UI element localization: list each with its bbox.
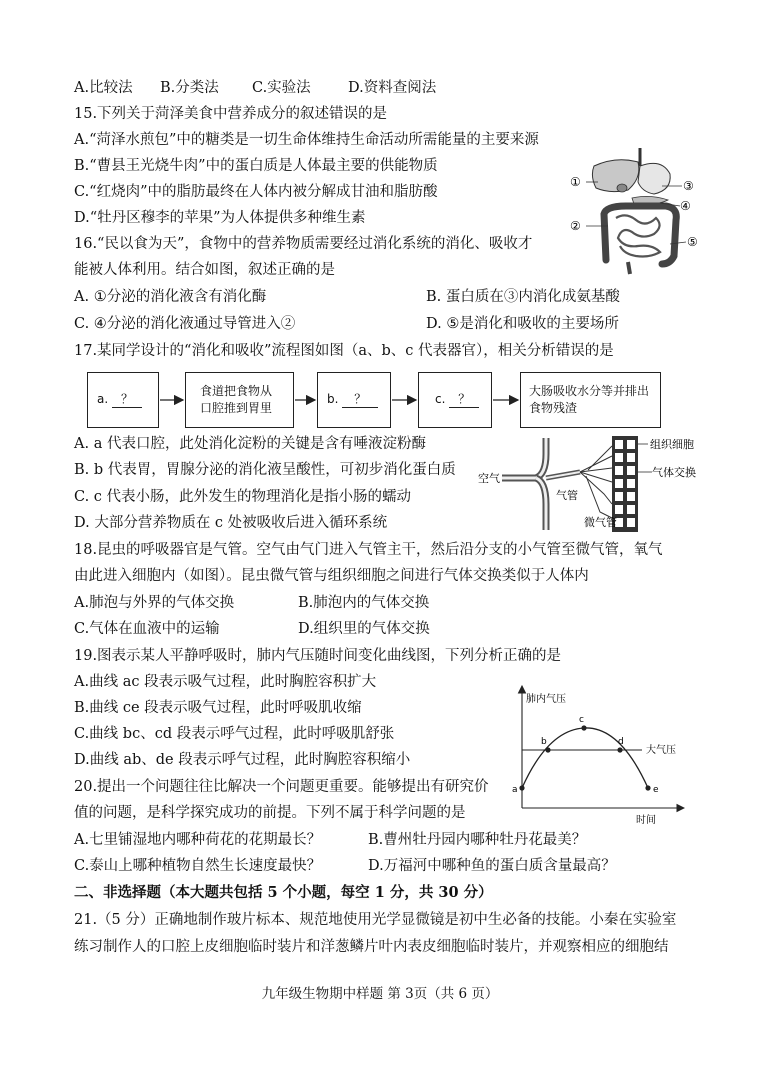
q19-option-c: C.曲线 bc、cd 段表示呼气过程，此时呼吸肌舒张 [74, 726, 395, 742]
q20-option-b: B.曹州牡丹园内哪种牡丹花最美？ [368, 832, 587, 848]
flow-esophagus-line2: 口腔推到胃里 [200, 401, 273, 415]
q19-option-d: D.曲线 ab、de 段表示呼气过程，此时胸腔容积缩小 [74, 752, 411, 768]
flow-large-intestine-line1: 大肠吸收水分等并排出 [529, 384, 650, 398]
label-trachea: 气管 [556, 489, 578, 502]
label-2: ② [570, 219, 581, 233]
insect-trachea-figure [476, 434, 726, 534]
q17-option-a: A. a 代表口腔，此处消化淀粉的关键是含有唾液淀粉酶 [74, 436, 426, 452]
flow-a-blank: ？ [112, 390, 142, 408]
flow-b-blank: ？ [342, 390, 378, 408]
graph-label-c: c [579, 715, 584, 725]
graph-xlabel: 时间 [636, 815, 656, 826]
flow-arrows [0, 0, 760, 440]
label-tracheole: 微气管 [584, 516, 617, 529]
q18-option-d: D.组织里的气体交换 [298, 621, 430, 637]
flow-c-blank: ？ [449, 390, 479, 408]
q17-option-d: D. 大部分营养物质在 c 处被吸收后进入循环系统 [74, 515, 388, 531]
q18-stem-line2: 由此进入细胞内（如图）。昆虫微气管与组织细胞之间进行气体交换类似于人体内 [74, 568, 589, 584]
q16-stem-line1: 16.“民以食为天”，食物中的营养物质需要经过消化系统的消化、吸收才 [74, 236, 533, 252]
flow-a-label: a. [97, 392, 109, 406]
q21-line1: 21.（5 分）正确地制作玻片标本、规范地使用光学显微镜是初中生必备的技能。小秦在实验室 [74, 912, 677, 928]
q15-option-d: D.“牡丹区穆李的苹果”为人体提供多种维生素 [74, 210, 366, 226]
q14-option-c: C.实验法 [252, 80, 311, 96]
flow-b-label: b. [327, 392, 339, 406]
q18-option-b: B.肺泡内的气体交换 [298, 595, 430, 611]
graph-label-e: e [653, 785, 659, 795]
q17-option-c: C. c 代表小肠，此外发生的物理消化是指小肠的蠕动 [74, 489, 412, 505]
q20-option-c: C.泰山上哪种植物自然生长速度最快？ [74, 858, 322, 874]
point-d [617, 747, 622, 752]
flow-large-intestine-line2: 食物残渣 [529, 401, 578, 415]
graph-label-b: b [541, 737, 547, 747]
q15-option-c: C.“红烧肉”中的脂肪最终在人体内被分解成甘油和脂肪酸 [74, 184, 438, 200]
q15-stem: 15.下列关于菏泽美食中营养成分的叙述错误的是 [74, 106, 388, 122]
q18-option-c: C.气体在血液中的运输 [74, 621, 220, 637]
q20-stem-line1: 20.提出一个问题往往比解决一个问题更重要。能够提出有研究价 [74, 779, 489, 795]
tracheoles [580, 446, 612, 518]
graph-baseline-label: 大气压 [646, 745, 676, 756]
q16-option-b: B. 蛋白质在③内消化成氨基酸 [426, 289, 620, 305]
label-3: ③ [683, 179, 694, 193]
label-gas-exchange: 气体交换 [652, 466, 696, 479]
label-1: ① [570, 175, 581, 189]
point-b [545, 747, 550, 752]
q20-stem-line2: 值的问题，是科学探究成功的前提。下列不属于科学问题的是 [74, 805, 466, 821]
q16-option-d: D. ⑤是消化和吸收的主要场所 [426, 316, 619, 332]
q19-stem: 19.图表示某人平静呼吸时，肺内气压随时间变化曲线图，下列分析正确的是 [74, 648, 562, 664]
label-tissue-cells: 组织细胞 [650, 438, 694, 451]
section-2-heading: 二、非选择题（本大题共包括 5 个小题，每空 1 分，共 30 分） [74, 884, 493, 901]
q18-option-a: A.肺泡与外界的气体交换 [74, 595, 235, 611]
q14-option-a: A.比较法 [74, 80, 133, 96]
q21-line2: 练习制作人的口腔上皮细胞临时装片和洋葱鳞片叶内表皮细胞临时装片，并观察相应的细胞结 [74, 939, 669, 955]
q16-option-c: C. ④分泌的消化液通过导管进入② [74, 316, 296, 332]
graph-label-a: a [512, 785, 518, 795]
flow-c-label: c. [435, 392, 446, 406]
flow-esophagus-line1: 食道把食物从 [200, 384, 273, 398]
lung-pressure-graph [508, 680, 698, 826]
q14-option-b: B.分类法 [160, 80, 219, 96]
q15-option-b: B.“曹县王光烧牛肉”中的蛋白质是人体最主要的供能物质 [74, 158, 438, 174]
point-a [519, 785, 524, 790]
q20-option-d: D.万福河中哪种鱼的蛋白质含量最高？ [368, 858, 616, 874]
q14-option-d: D.资料查阅法 [348, 80, 437, 96]
page-footer: 九年级生物期中样题 第 3页（共 6 页） [261, 986, 499, 1002]
q18-stem-line1: 18.昆虫的呼吸器官是气管。空气由气门进入气管主干，然后沿分支的小气管至微气管，氧气 [74, 542, 663, 558]
q15-option-a: A.“菏泽水煎包”中的糖类是一切生命体维持生命活动所需能量的主要来源 [74, 132, 539, 148]
graph-ylabel: 肺内气压 [526, 694, 566, 705]
graph-label-d: d [618, 737, 624, 747]
q20-option-a: A.七里铺湿地内哪种荷花的花期最长？ [74, 832, 322, 848]
point-c [581, 725, 586, 730]
q17-stem: 17.某同学设计的“消化和吸收”流程图如图（a、b、c 代表器官），相关分析错误的是 [74, 343, 614, 359]
label-4: ④ [680, 199, 691, 213]
point-e [645, 785, 650, 790]
q17-option-b: B. b 代表胃，胃腺分泌的消化液呈酸性，可初步消化蛋白质 [74, 462, 456, 478]
q19-option-a: A.曲线 ac 段表示吸气过程，此时胸腔容积扩大 [74, 674, 377, 690]
label-5: ⑤ [687, 235, 698, 249]
label-air: 空气 [478, 472, 500, 485]
q19-option-b: B.曲线 ce 段表示吸气过程，此时呼吸肌收缩 [74, 700, 362, 716]
q16-stem-line2: 能被人体利用。结合如图，叙述正确的是 [74, 262, 335, 278]
q16-option-a: A. ①分泌的消化液含有消化酶 [74, 289, 267, 305]
